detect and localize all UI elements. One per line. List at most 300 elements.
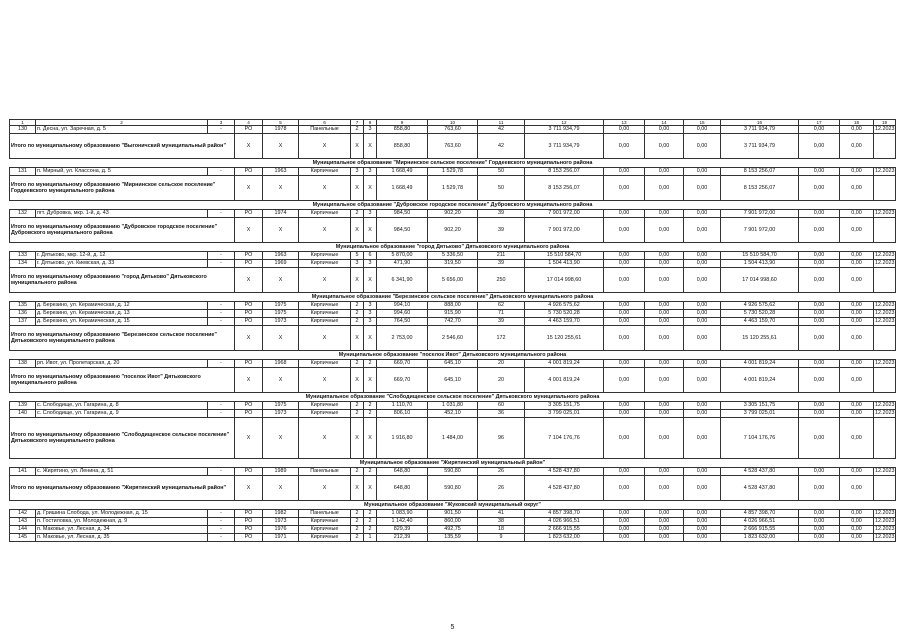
house-cell: 9 (478, 534, 525, 542)
house-cell: 3 (364, 318, 377, 326)
house-cell: 1963 (263, 168, 299, 176)
house-cell: 0,00 (604, 402, 645, 410)
house-row (10, 534, 896, 542)
house-address: с. Слободище, ул. Гагарина, д. 8 (36, 402, 208, 410)
house-cell: 0,00 (799, 126, 840, 134)
municipality-section-title: Муниципальное образование "Слободищенское сельское поселение" Дятьковского муниципального района (10, 393, 896, 402)
house-cell: 0,00 (799, 402, 840, 410)
total-value: 17 014 998,60 (525, 268, 604, 293)
house-cell: 3 711 934,79 (721, 126, 799, 134)
house-cell: 131 (10, 168, 36, 176)
total-empty (874, 326, 896, 351)
house-cell: 4 001 819,24 (525, 360, 604, 368)
total-placeholder: X (299, 326, 351, 351)
total-value: 0,00 (645, 476, 684, 501)
house-cell: 0,00 (840, 468, 874, 476)
house-cell: 1 110,70 (377, 402, 428, 410)
house-cell: 0,00 (840, 410, 874, 418)
house-cell: 39 (478, 210, 525, 218)
house-cell: 2 (364, 468, 377, 476)
house-cell: 0,00 (684, 526, 721, 534)
total-value: 0,00 (645, 268, 684, 293)
house-cell: 3 (364, 260, 377, 268)
house-cell: 15 510 584,70 (721, 252, 799, 260)
house-cell: 0,00 (645, 410, 684, 418)
house-row (10, 126, 896, 134)
total-placeholder: X (263, 476, 299, 501)
house-cell: - (208, 402, 235, 410)
total-value: 0,00 (840, 218, 874, 243)
house-cell: 0,00 (645, 168, 684, 176)
total-value: 0,00 (604, 476, 645, 501)
house-cell: 3 305 151,75 (525, 402, 604, 410)
house-cell: Панельные (299, 510, 351, 518)
total-empty (874, 218, 896, 243)
house-cell: 8 153 256,07 (721, 168, 799, 176)
total-value: 3 711 934,79 (721, 134, 799, 159)
total-label: Итого по муниципальному образованию "Березинское сельское поселение" Дятьковского муниципального района (10, 326, 235, 351)
total-placeholder: X (351, 476, 364, 501)
total-value: 0,00 (645, 176, 684, 201)
total-placeholder: X (351, 218, 364, 243)
total-value: 0,00 (840, 176, 874, 201)
house-cell: - (208, 534, 235, 542)
total-value: 0,00 (684, 218, 721, 243)
total-value: 2 753,00 (377, 326, 428, 351)
house-cell: 8 153 256,07 (525, 168, 604, 176)
house-cell: - (208, 260, 235, 268)
house-cell: 0,00 (840, 402, 874, 410)
house-cell: 0,00 (799, 360, 840, 368)
house-cell: 0,00 (684, 302, 721, 310)
column-number: 16 (721, 120, 799, 126)
house-cell: 145 (10, 534, 36, 542)
total-placeholder: X (263, 268, 299, 293)
house-cell: 39 (478, 318, 525, 326)
house-cell: 12.2023 (875, 360, 895, 367)
house-cell: Кирпичные (299, 302, 351, 310)
municipality-section-title: Муниципальное образование "поселок Ивот" Дятьковского муниципального района (10, 351, 896, 360)
total-value: 8 153 256,07 (721, 176, 799, 201)
register-sheet (9, 119, 895, 542)
house-row (10, 402, 896, 410)
municipality-section-row (10, 459, 896, 468)
house-cell: 1969 (263, 260, 299, 268)
house-cell: 2 (351, 126, 364, 134)
total-placeholder: X (235, 176, 263, 201)
house-cell: 2 (351, 410, 364, 418)
total-value: 0,00 (684, 176, 721, 201)
house-cell: 0,00 (604, 534, 645, 542)
house-cell: 3 (351, 168, 364, 176)
house-cell: 3 (364, 210, 377, 218)
house-row (10, 518, 896, 526)
house-cell: 994,10 (377, 302, 428, 310)
municipality-section-row (10, 159, 896, 168)
total-value: 1 668,49 (377, 176, 428, 201)
house-address: п. Гостиловка, ул. Молодежная, д. 9 (36, 518, 208, 526)
house-cell: 645,10 (428, 360, 478, 368)
house-cell: 134 (10, 260, 36, 268)
house-cell: 130 (10, 126, 36, 134)
house-cell: 12.2023 (875, 318, 895, 325)
column-number: 1 (10, 120, 36, 126)
total-placeholder: X (235, 326, 263, 351)
column-number: 5 (263, 120, 299, 126)
house-cell: 137 (10, 318, 36, 326)
house-cell: 133 (10, 252, 36, 260)
total-value: 1 916,80 (377, 418, 428, 459)
column-number: 2 (36, 120, 208, 126)
house-cell: - (208, 126, 235, 134)
house-address: д. Березино, ул. Керамическая, д. 12 (36, 302, 208, 310)
total-value: 7 901 972,00 (721, 218, 799, 243)
house-row (10, 168, 896, 176)
total-value: 8 153 256,07 (525, 176, 604, 201)
house-cell: 3 (364, 168, 377, 176)
house-cell: 12.2023 (875, 518, 895, 525)
total-value: 0,00 (645, 134, 684, 159)
municipality-section-title: Муниципальное образование "Жирятинский муниципальный район" (10, 459, 896, 468)
total-value: 0,00 (840, 134, 874, 159)
house-cell: 648,80 (377, 468, 428, 476)
house-cell: 2 (351, 518, 364, 526)
house-cell: Кирпичные (299, 402, 351, 410)
total-value: 0,00 (645, 326, 684, 351)
house-cell: 5 730 520,28 (721, 310, 799, 318)
house-cell: 1974 (263, 210, 299, 218)
house-cell: 0,00 (604, 310, 645, 318)
house-cell: 2 (364, 510, 377, 518)
column-number: 3 (208, 120, 235, 126)
house-cell: 2 (364, 526, 377, 534)
total-value: 0,00 (684, 368, 721, 393)
house-cell: 492,75 (428, 526, 478, 534)
house-cell: 0,00 (799, 510, 840, 518)
house-cell: Кирпичные (299, 310, 351, 318)
house-cell: 2 (351, 302, 364, 310)
house-cell: 901,50 (428, 510, 478, 518)
house-cell: 1 142,40 (377, 518, 428, 526)
house-cell: РО (235, 410, 263, 418)
house-cell: 0,00 (645, 318, 684, 326)
house-cell: 12.2023 (875, 210, 895, 217)
house-cell: 2 (364, 360, 377, 368)
house-cell: РО (235, 468, 263, 476)
register-table (9, 119, 896, 542)
house-cell: - (208, 210, 235, 218)
house-cell: 0,00 (840, 510, 874, 518)
total-placeholder: X (235, 134, 263, 159)
house-cell: 0,00 (840, 526, 874, 534)
total-placeholder: X (235, 476, 263, 501)
house-cell: 0,00 (604, 318, 645, 326)
house-cell: 2 (364, 402, 377, 410)
total-value: 0,00 (604, 176, 645, 201)
house-cell: 5 336,50 (428, 252, 478, 260)
house-cell: 0,00 (840, 302, 874, 310)
total-value: 17 014 998,60 (721, 268, 799, 293)
total-value: 7 104 176,76 (525, 418, 604, 459)
column-number: 11 (478, 120, 525, 126)
house-cell: 62 (478, 302, 525, 310)
house-cell: 1973 (263, 410, 299, 418)
total-value: 7 901 972,00 (525, 218, 604, 243)
total-label: Итого по муниципальному образованию "Дубровское городское поселение" Дубровского муниципального района (10, 218, 235, 243)
municipality-section-title: Муниципальное образование "Мирнинское сельское поселение" Гордеевского муниципального района (10, 159, 896, 168)
house-cell: 2 (351, 468, 364, 476)
house-cell: 0,00 (684, 410, 721, 418)
house-cell: Кирпичные (299, 260, 351, 268)
municipality-section-row (10, 201, 896, 210)
house-cell: 2 (351, 310, 364, 318)
total-value: 902,20 (428, 218, 478, 243)
total-placeholder: X (299, 368, 351, 393)
house-cell: 12.2023 (875, 260, 895, 267)
house-address: п. Мирный, ул. Классона, д. 5 (36, 168, 208, 176)
house-cell: 994,60 (377, 310, 428, 318)
house-cell: 888,00 (428, 302, 478, 310)
total-value: 0,00 (799, 176, 840, 201)
house-cell: - (208, 510, 235, 518)
total-value: 0,00 (799, 218, 840, 243)
total-empty (874, 368, 896, 393)
municipality-section-title: Муниципальное образование "Жуковский муниципальный округ" (10, 501, 896, 510)
total-label: Итого по муниципальному образованию "Выгоничский муниципальный район" (10, 134, 235, 159)
total-value: 4 001 819,24 (721, 368, 799, 393)
house-address: п. Десна, ул. Заречная, д. 5 (36, 126, 208, 134)
total-value: 648,80 (377, 476, 428, 501)
house-address: п. Маковье, ул. Лесная, д. 34 (36, 526, 208, 534)
total-placeholder: X (364, 368, 377, 393)
municipality-section-row (10, 243, 896, 252)
total-value: 0,00 (604, 134, 645, 159)
total-placeholder: X (364, 176, 377, 201)
total-placeholder: X (235, 218, 263, 243)
total-value: 15 120 255,61 (525, 326, 604, 351)
house-cell: РО (235, 510, 263, 518)
house-cell: 139 (10, 402, 36, 410)
house-cell: 0,00 (799, 168, 840, 176)
total-value: 0,00 (799, 368, 840, 393)
column-number: 4 (235, 120, 263, 126)
house-cell: 142 (10, 510, 36, 518)
house-row (10, 302, 896, 310)
house-cell: 3 (364, 302, 377, 310)
total-value: 1 484,00 (428, 418, 478, 459)
house-cell: 0,00 (684, 252, 721, 260)
house-cell: 669,70 (377, 360, 428, 368)
house-cell: 1963 (263, 252, 299, 260)
column-number: 17 (799, 120, 840, 126)
house-cell: 0,00 (799, 302, 840, 310)
total-value: 0,00 (604, 218, 645, 243)
house-cell: 0,00 (840, 260, 874, 268)
house-cell: 0,00 (645, 526, 684, 534)
house-cell: 0,00 (799, 252, 840, 260)
house-cell: 132 (10, 210, 36, 218)
house-cell: 1 823 632,00 (525, 534, 604, 542)
house-cell: 6 (364, 252, 377, 260)
house-cell: 1968 (263, 360, 299, 368)
house-cell: 860,00 (428, 518, 478, 526)
house-cell: 806,10 (377, 410, 428, 418)
house-cell: 12.2023 (875, 310, 895, 317)
house-cell: 0,00 (604, 510, 645, 518)
house-cell: 3 799 025,01 (721, 410, 799, 418)
house-cell: 2 (351, 360, 364, 368)
total-value: 15 120 255,61 (721, 326, 799, 351)
house-cell: 0,00 (840, 518, 874, 526)
total-placeholder: X (351, 326, 364, 351)
total-placeholder: X (299, 218, 351, 243)
house-cell: 764,50 (377, 318, 428, 326)
house-cell: 4 026 966,51 (525, 518, 604, 526)
house-address: с. Слободище, ул. Гагарина, д. 9 (36, 410, 208, 418)
house-cell: 0,00 (604, 518, 645, 526)
house-cell: 0,00 (840, 126, 874, 134)
total-value: 0,00 (799, 476, 840, 501)
total-placeholder: X (263, 134, 299, 159)
house-cell: 12.2023 (875, 410, 895, 417)
total-value: 0,00 (645, 418, 684, 459)
house-cell: 12.2023 (875, 534, 895, 541)
house-cell: 12.2023 (875, 126, 895, 133)
total-value: 0,00 (684, 476, 721, 501)
total-value: 172 (478, 326, 525, 351)
house-cell: - (208, 410, 235, 418)
house-row (10, 410, 896, 418)
house-cell: 1 504 413,90 (721, 260, 799, 268)
total-placeholder: X (299, 134, 351, 159)
total-placeholder: X (263, 218, 299, 243)
total-value: 0,00 (684, 418, 721, 459)
house-cell: 3 305 151,75 (721, 402, 799, 410)
house-cell: 12.2023 (875, 510, 895, 517)
municipality-total-row (10, 326, 896, 351)
municipality-section-title: Муниципальное образование "Дубровское городское поселение" Дубровского муниципального района (10, 201, 896, 210)
column-number: 9 (377, 120, 428, 126)
house-cell: РО (235, 302, 263, 310)
register-body (10, 120, 896, 542)
house-cell: 0,00 (645, 360, 684, 368)
house-cell: 135,59 (428, 534, 478, 542)
total-placeholder: X (299, 476, 351, 501)
total-value: 0,00 (799, 134, 840, 159)
house-cell: 1 668,49 (377, 168, 428, 176)
house-cell: 7 901 972,00 (525, 210, 604, 218)
house-cell: 915,90 (428, 310, 478, 318)
total-value: 0,00 (840, 418, 874, 459)
house-cell: 1973 (263, 518, 299, 526)
house-cell: 1975 (263, 310, 299, 318)
total-value: 645,10 (428, 368, 478, 393)
municipality-total-row (10, 268, 896, 293)
house-cell: 12.2023 (875, 468, 895, 475)
house-cell: 0,00 (604, 360, 645, 368)
house-cell: Кирпичные (299, 534, 351, 542)
house-cell: 0,00 (684, 534, 721, 542)
house-cell: РО (235, 402, 263, 410)
house-cell: 0,00 (645, 402, 684, 410)
municipality-total-row (10, 476, 896, 501)
house-cell: 0,00 (684, 510, 721, 518)
house-cell: 3 (364, 126, 377, 134)
house-cell: 0,00 (645, 302, 684, 310)
house-cell: Кирпичные (299, 318, 351, 326)
total-label: Итого по муниципальному образованию "город Дятьково" Дятьковского муниципального района (10, 268, 235, 293)
total-value: 20 (478, 368, 525, 393)
house-cell: 136 (10, 310, 36, 318)
total-placeholder: X (299, 418, 351, 459)
house-cell: - (208, 468, 235, 476)
total-label: Итого по муниципальному образованию "поселок Ивот" Дятьковского муниципального района (10, 368, 235, 393)
house-cell: 319,50 (428, 260, 478, 268)
house-cell: 0,00 (840, 360, 874, 368)
house-cell: 0,00 (604, 260, 645, 268)
house-cell: 212,39 (377, 534, 428, 542)
house-cell: 0,00 (684, 310, 721, 318)
total-empty (874, 476, 896, 501)
house-cell: 1976 (263, 526, 299, 534)
total-value: 984,50 (377, 218, 428, 243)
house-cell: 0,00 (684, 360, 721, 368)
house-cell: 742,70 (428, 318, 478, 326)
house-row (10, 468, 896, 476)
total-placeholder: X (299, 176, 351, 201)
total-placeholder: X (263, 368, 299, 393)
total-placeholder: X (364, 326, 377, 351)
house-cell: РО (235, 318, 263, 326)
house-cell: 71 (478, 310, 525, 318)
column-number: 12 (525, 120, 604, 126)
house-cell: 2 (351, 510, 364, 518)
house-cell: 20 (478, 360, 525, 368)
house-cell: 0,00 (645, 260, 684, 268)
total-empty (874, 418, 896, 459)
house-cell: РО (235, 310, 263, 318)
municipality-total-row (10, 134, 896, 159)
house-cell: 0,00 (799, 534, 840, 542)
house-cell: 0,00 (840, 252, 874, 260)
column-number: 19 (874, 120, 896, 126)
house-cell: 7 901 972,00 (721, 210, 799, 218)
house-cell: 2 (351, 210, 364, 218)
total-placeholder: X (235, 418, 263, 459)
house-cell: 0,00 (684, 168, 721, 176)
total-placeholder: X (235, 368, 263, 393)
house-cell: 0,00 (604, 210, 645, 218)
house-cell: 4 001 819,24 (721, 360, 799, 368)
house-cell: - (208, 360, 235, 368)
house-cell: 2 (364, 518, 377, 526)
column-number: 13 (604, 120, 645, 126)
total-value: 763,60 (428, 134, 478, 159)
house-cell: 0,00 (645, 210, 684, 218)
total-placeholder: X (351, 268, 364, 293)
house-row (10, 318, 896, 326)
house-cell: - (208, 310, 235, 318)
house-cell: 902,20 (428, 210, 478, 218)
house-cell: 4 926 575,62 (721, 302, 799, 310)
total-label: Итого по муниципальному образованию "Жирятинский муниципальный район" (10, 476, 235, 501)
total-placeholder: X (299, 268, 351, 293)
total-value: 0,00 (604, 326, 645, 351)
house-cell: 0,00 (799, 526, 840, 534)
total-placeholder: X (263, 418, 299, 459)
house-address: д. Березино, ул. Керамическая, д. 13 (36, 310, 208, 318)
house-cell: РО (235, 252, 263, 260)
